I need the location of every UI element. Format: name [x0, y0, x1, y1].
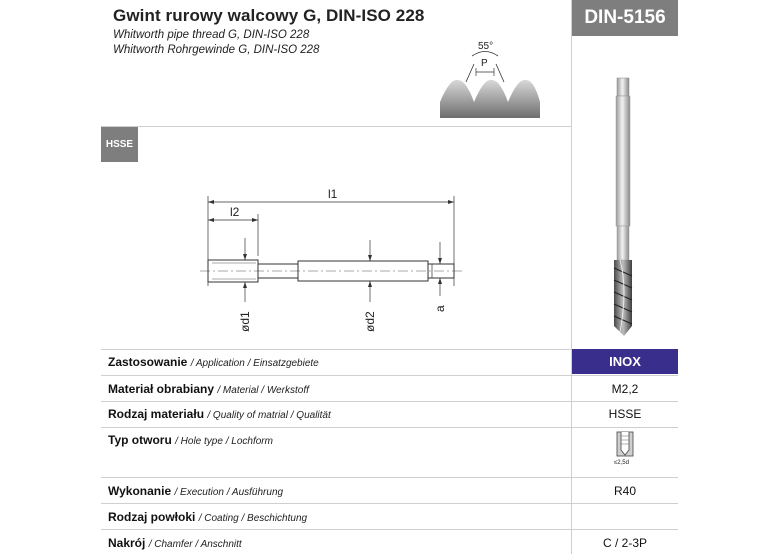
standard-badge: DIN-5156 — [572, 0, 678, 36]
row-divider — [101, 401, 678, 402]
thread-angle-label: 55° — [478, 41, 494, 52]
hole-depth-label: ≤2,5d — [614, 460, 629, 466]
column-divider — [571, 0, 572, 554]
spec-row-application: Zastosowanie / Application / Einsatzgebiete — [108, 355, 319, 369]
spec-row-chamfer: Nakrój / Chamfer / Anschnitt — [108, 536, 242, 550]
spec-row-material: Materiał obrabiany / Material / Werkstoff — [108, 382, 309, 396]
d1-label: ød1 — [238, 311, 252, 332]
quality-value: HSSE — [608, 407, 642, 421]
subtitle-english: Whitworth pipe thread G, DIN-ISO 228 — [113, 29, 310, 41]
execution-value: R40 — [613, 484, 636, 498]
page-title: Gwint rurowy walcowy G, DIN-ISO 228 — [113, 6, 425, 25]
spec-row-quality: Rodzaj materiału / Quality of matrial / Qualität — [108, 407, 331, 421]
tap-technical-drawing — [190, 176, 480, 336]
l2-label: l2 — [230, 205, 240, 219]
spec-row-coating: Rodzaj powłoki / Coating / Beschichtung — [108, 510, 308, 524]
tap-product-image — [598, 74, 650, 346]
subtitle-german: Whitworth Rohrgewinde G, DIN-ISO 228 — [113, 44, 320, 56]
a-label: a — [433, 305, 447, 312]
spec-row-execution: Wykonanie / Execution / Ausführung — [108, 484, 284, 498]
row-divider — [101, 503, 678, 504]
spec-row-hole-type: Typ otworu / Hole type / Lochform — [108, 433, 273, 447]
row-divider — [101, 375, 678, 376]
thread-profile-diagram — [438, 36, 542, 120]
blind-hole-icon — [614, 430, 636, 466]
pitch-label: P — [481, 58, 488, 69]
row-divider — [101, 529, 678, 530]
l1-label: l1 — [328, 187, 338, 201]
header-divider — [101, 126, 571, 127]
material-value: M2,2 — [611, 382, 639, 396]
row-divider — [101, 477, 678, 478]
row-divider — [101, 427, 678, 428]
application-value-badge: INOX — [572, 349, 678, 374]
chamfer-value: C / 2-3P — [602, 536, 647, 550]
d2-label: ød2 — [363, 311, 377, 332]
material-badge: HSSE — [101, 127, 138, 162]
